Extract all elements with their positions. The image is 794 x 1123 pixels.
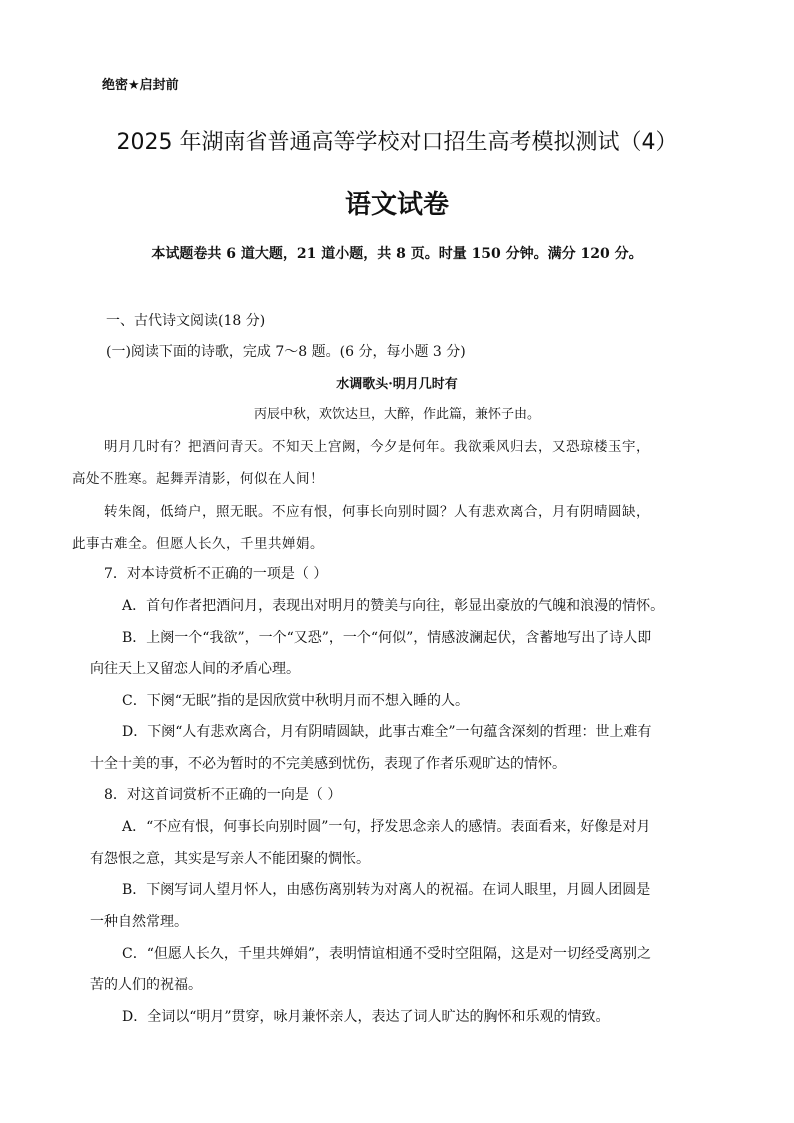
poem-line: 高处不胜寒。起舞弄清影，何似在人间！ xyxy=(72,471,324,487)
confidential-label: 绝密★启封前 xyxy=(102,78,179,93)
question-8-option-a: A．“不应有恨，何事长向别时圆”一句，抒发思念亲人的感情。表面看来，好像是对月 xyxy=(122,819,651,835)
poem-line: 明月几时有？把酒问青天。不知天上宫阙，今夕是何年。我欲乘风归去，又恐琼楼玉宇， xyxy=(104,439,650,455)
subsection-heading: (一)阅读下面的诗歌，完成 7～8 题。(6 分，每小题 3 分) xyxy=(106,344,466,360)
question-8-option-b-cont: 一种自然常理。 xyxy=(90,914,188,930)
question-8-option-d: D．全词以“明月”贯穿，咏月兼怀亲人，表达了词人旷达的胸怀和乐观的情致。 xyxy=(122,1009,610,1025)
question-8-option-c-cont: 苦的人们的祝福。 xyxy=(90,977,202,993)
question-7-option-b-cont: 向往天上又留恋人间的矛盾心理。 xyxy=(90,661,300,677)
subject-title: 语文试卷 xyxy=(344,190,449,220)
question-7-option-d: D．下阕“人有悲欢离合，月有阴晴圆缺，此事古难全”一句蕴含深刻的哲理：世上难有 xyxy=(122,724,652,740)
question-8-option-b: B．下阕写词人望月怀人，由感伤离别转为对离人的祝福。在词人眼里，月圆人团圆是 xyxy=(122,882,651,898)
poem-preface: 丙辰中秋，欢饮达旦，大醉，作此篇，兼怀子由。 xyxy=(253,407,540,422)
poem-title: 水调歌头·明月几时有 xyxy=(336,377,458,392)
exam-title: 2025 年湖南省普通高等学校对口招生高考模拟测试（4） xyxy=(116,130,678,155)
question-7-option-c: C．下阕“无眠”指的是因欣赏中秋明月而不想入睡的人。 xyxy=(122,693,470,709)
question-8-option-a-cont: 有怨恨之意，其实是写亲人不能团聚的惆怅。 xyxy=(90,851,370,867)
question-7-option-a: A．首句作者把酒问月，表现出对明月的赞美与向往，彰显出豪放的气魄和浪漫的情怀。 xyxy=(122,598,665,614)
question-8-option-c: C．“但愿人长久，千里共婵娟”，表明情谊相通不受时空阻隔，这是对一切经受离别之 xyxy=(122,946,652,962)
poem-line: 转朱阁，低绮户，照无眠。不应有恨，何事长向别时圆？人有悲欢离合，月有阴晴圆缺， xyxy=(104,504,650,520)
poem-line: 此事古难全。但愿人长久，千里共婵娟。 xyxy=(72,536,324,552)
exam-info: 本试题卷共 6 道大题，21 道小题，共 8 页。时量 150 分钟。满分 120 分。 xyxy=(151,246,643,262)
question-8-stem: 8．对这首词赏析不正确的一向是（ ） xyxy=(104,787,342,803)
question-7-option-d-cont: 十全十美的事，不必为暂时的不完美感到忧伤，表现了作者乐观旷达的情怀。 xyxy=(90,756,566,772)
section-heading: 一、古代诗文阅读(18 分) xyxy=(106,313,266,329)
question-7-option-b: B．上阕一个“我欲”，一个“又恐”，一个“何似”，情感波澜起伏，含蓄地写出了诗人即 xyxy=(122,630,652,646)
question-7-stem: 7．对本诗赏析不正确的一项是（ ） xyxy=(104,566,328,582)
